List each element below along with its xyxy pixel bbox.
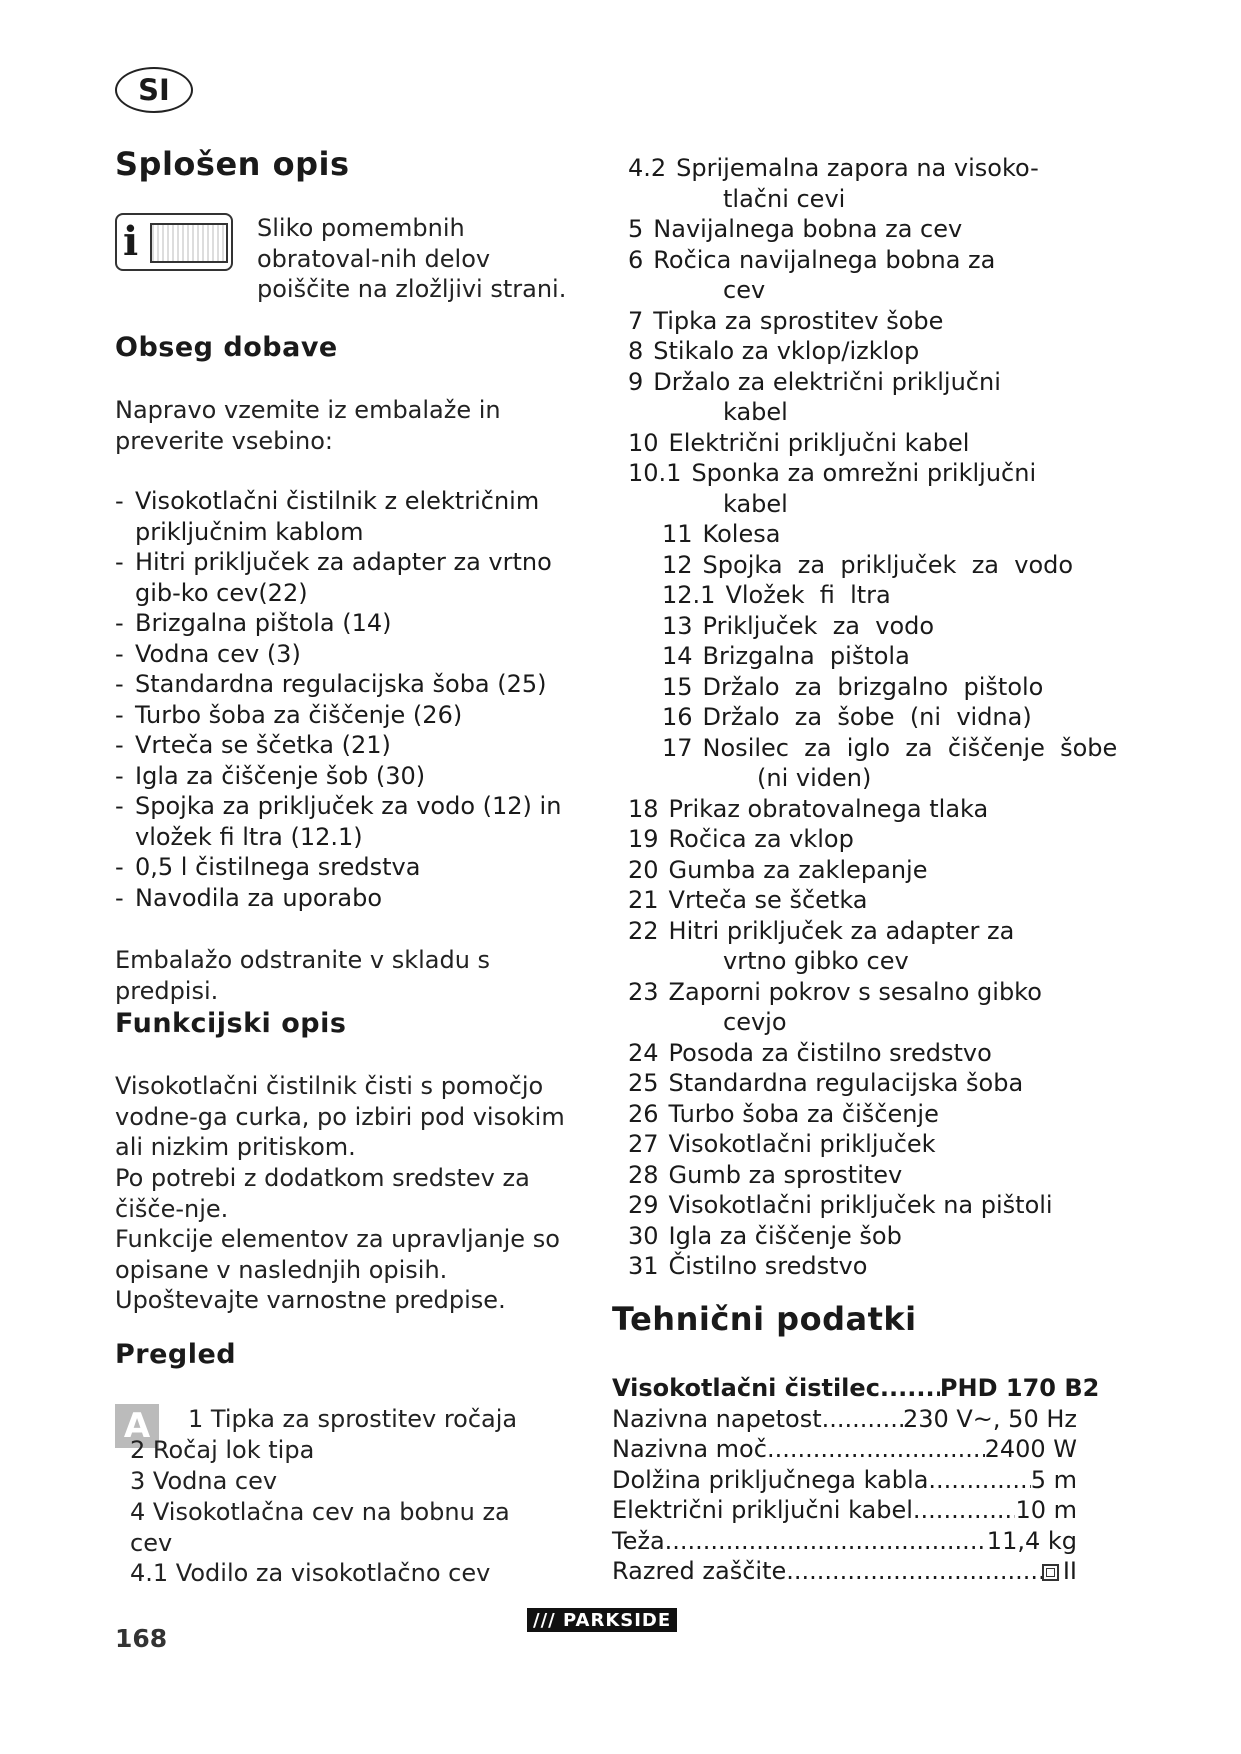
tech-value: 5 m	[1030, 1465, 1077, 1494]
part-item	[628, 1251, 1168, 1282]
part-number: 29	[628, 1191, 659, 1219]
info-text: Sliko pomembnih obratoval-nih delov poiščite na zložljivi strani.	[257, 214, 567, 303]
part-label: Nosilec za iglo za čiščenje šobe	[702, 733, 1118, 762]
part-number: 10	[628, 428, 659, 457]
list-item: - Spojka za priključek za vodo (12) in vložek fi ltra (12.1)	[115, 791, 585, 852]
scope-outro: Embalažo odstranite v skladu s predpisi.	[115, 946, 491, 1005]
part-label: Tipka za sprostitev šobe	[653, 306, 944, 335]
tech-label: Nazivna napetost	[612, 1404, 822, 1433]
function-paragraph-1: Visokotlačni čistilnik čisti s pomočjo vodne-ga curka, po izbiri pod visokim ali nizkim pritiskom.	[115, 1072, 565, 1161]
overview-item: 4.1 Vodilo za visokotlačno cev	[130, 1559, 491, 1587]
part-item	[628, 153, 1168, 214]
part-number: 31	[628, 1252, 659, 1280]
part-label: Standardna regulacijska šoba	[668, 1069, 1024, 1097]
part-item	[628, 1068, 1168, 1099]
part-number: 18	[628, 794, 659, 823]
part-label: Prikaz obratovalnega tlaka	[668, 794, 989, 823]
part-number: 30	[628, 1221, 659, 1250]
tech-row-protection	[612, 1556, 1077, 1587]
overview-item: 3 Vodna cev	[130, 1467, 278, 1495]
part-label: Držalo za šobe (ni vidna)	[702, 703, 1032, 731]
part-item	[628, 458, 1168, 519]
part-label: Vrteča se ščetka	[668, 886, 868, 914]
part-label: Navijalnega bobna za cev	[653, 215, 963, 243]
part-item	[628, 733, 1168, 794]
part-label-continuation: kabel	[723, 489, 788, 518]
part-number: 5	[628, 215, 644, 243]
tech-row	[612, 1465, 1077, 1496]
part-label: Hitri priključek za adapter za	[668, 916, 1015, 945]
tech-label: Teža	[612, 1526, 665, 1555]
part-number: 12	[662, 550, 693, 579]
part-number: 9	[628, 367, 644, 396]
part-number: 16	[662, 703, 693, 731]
part-item	[628, 336, 1168, 367]
part-label: Sponka za omrežni priključni	[691, 459, 1037, 487]
part-item	[628, 702, 1168, 733]
language-badge: SI	[115, 67, 193, 113]
list-item: - Navodila za uporabo	[115, 883, 585, 914]
tech-value: 11,4 kg	[986, 1526, 1077, 1555]
part-label: Igla za čiščenje šob	[668, 1221, 902, 1250]
tech-label: Visokotlačni čistilec	[612, 1374, 880, 1402]
part-label: Čistilno sredstvo	[668, 1252, 868, 1280]
part-item	[628, 1129, 1168, 1160]
part-number: 11	[662, 520, 693, 548]
part-label: Ročica navijalnega bobna za	[653, 245, 996, 274]
part-label: Držalo za električni priključni	[653, 367, 1001, 396]
tech-row	[612, 1526, 1077, 1557]
list-item: - Igla za čiščenje šob (30)	[115, 761, 585, 792]
part-label: Zaporni pokrov s sesalno gibko	[668, 977, 1042, 1006]
part-number: 10.1	[628, 459, 682, 487]
part-item	[628, 824, 1168, 855]
overview-item: 1 Tipka za sprostitev ročaja	[188, 1405, 518, 1433]
list-item: - Turbo šoba za čiščenje (26)	[115, 700, 585, 731]
part-item	[628, 672, 1168, 703]
part-number: 6	[628, 245, 644, 274]
part-label: Električni priključni kabel	[668, 428, 970, 457]
part-item	[628, 611, 1168, 642]
heading-overview: Pregled	[115, 1339, 237, 1370]
part-label: Brizgalna pištola	[702, 642, 910, 670]
tech-value: 230 V~, 50 Hz	[902, 1404, 1077, 1433]
part-label-continuation: cev	[723, 276, 766, 304]
heading-functional-description: Funkcijski opis	[115, 1008, 347, 1039]
part-number: 12.1	[662, 581, 716, 609]
part-number: 13	[662, 611, 693, 640]
part-label: Stikalo za vklop/izklop	[653, 337, 920, 365]
list-item: - Vodna cev (3)	[115, 639, 585, 670]
part-label-continuation: tlačni cevi	[723, 184, 846, 213]
part-number: 20	[628, 855, 659, 884]
tech-row	[612, 1434, 1077, 1465]
part-number: 19	[628, 825, 659, 853]
part-item	[628, 855, 1168, 886]
part-item	[628, 977, 1168, 1038]
tech-value: 2400 W	[984, 1435, 1077, 1463]
part-item	[628, 306, 1168, 337]
part-label-continuation: (ni viden)	[757, 764, 872, 792]
part-label: Visokotlačni priključek	[668, 1130, 936, 1158]
part-label-continuation: kabel	[723, 398, 788, 426]
parkside-logo: /// PARKSIDE	[527, 1608, 677, 1632]
tech-row	[612, 1404, 1077, 1435]
heading-general-description: Splošen opis	[115, 145, 350, 183]
part-label: Kolesa	[702, 520, 781, 548]
part-label: Spojka za priključek za vodo	[702, 550, 1074, 579]
scope-list	[115, 486, 585, 913]
part-item	[628, 794, 1168, 825]
part-number: 22	[628, 916, 659, 945]
part-item	[628, 885, 1168, 916]
part-label: Visokotlačni priključek na pištoli	[668, 1191, 1053, 1219]
part-item	[628, 1221, 1168, 1252]
info-book-icon: i	[115, 213, 233, 271]
tech-value: PHD 170 B2	[939, 1374, 1100, 1402]
list-item: - Brizgalna pištola (14)	[115, 608, 585, 639]
part-label: Turbo šoba za čiščenje	[668, 1099, 939, 1128]
tech-label: Razred zaščite	[612, 1557, 787, 1585]
part-number: 15	[662, 672, 693, 701]
part-number: 27	[628, 1130, 659, 1158]
part-item	[628, 1160, 1168, 1191]
part-label: Sprijemalna zapora na visoko-	[676, 154, 1039, 182]
part-item	[628, 428, 1168, 459]
tech-value: II	[1042, 1556, 1077, 1587]
tech-label: Nazivna moč	[612, 1435, 767, 1463]
part-label-continuation: cevjo	[723, 1008, 787, 1036]
part-item	[628, 1190, 1168, 1221]
part-number: 17	[662, 733, 693, 762]
part-number: 8	[628, 337, 644, 365]
overview-item: 2 Ročaj lok tipa	[130, 1436, 315, 1464]
tech-label: Dolžina priključnega kabla	[612, 1465, 929, 1494]
part-number: 28	[628, 1160, 659, 1189]
tech-row	[612, 1495, 1077, 1526]
figure-label: A	[115, 1404, 159, 1448]
part-item	[628, 367, 1168, 428]
list-item: - Vrteča se ščetka (21)	[115, 730, 585, 761]
part-number: 7	[628, 306, 644, 335]
part-label: Držalo za brizgalno pištolo	[702, 672, 1044, 701]
tech-data-table	[612, 1373, 1100, 1587]
part-item	[628, 214, 1168, 245]
parts-list	[628, 153, 1168, 1282]
part-label: Posoda za čistilno sredstvo	[668, 1038, 992, 1067]
part-item	[628, 641, 1168, 672]
part-item	[628, 519, 1168, 550]
part-label: Vložek fi ltra	[725, 581, 891, 609]
list-item: - Visokotlačni čistilnik z električnim priključnim kablom	[115, 486, 585, 547]
part-item	[628, 245, 1168, 306]
function-paragraph-2: Po potrebi z dodatkom sredstev za čišče-nje.	[115, 1164, 530, 1223]
part-number: 14	[662, 642, 693, 670]
scope-intro: Napravo vzemite iz embalaže in preverite vsebino:	[115, 396, 501, 455]
page-number: 168	[115, 1624, 168, 1653]
part-item	[628, 550, 1168, 581]
part-item	[628, 580, 1168, 611]
heading-scope-of-delivery: Obseg dobave	[115, 332, 338, 363]
list-item: - 0,5 l čistilnega sredstva	[115, 852, 585, 883]
tech-row-model	[612, 1373, 1100, 1404]
function-paragraph-3: Funkcije elementov za upravljanje so opisane v naslednjih opisih. Upoštevajte varnostne predpise.	[115, 1225, 560, 1314]
part-number: 24	[628, 1038, 659, 1067]
heading-technical-data: Tehnični podatki	[612, 1300, 917, 1338]
protection-class-ii-icon	[1042, 1564, 1059, 1581]
part-label: Ročica za vklop	[668, 825, 854, 853]
part-number: 25	[628, 1069, 659, 1097]
part-label: Gumb za sprostitev	[668, 1160, 903, 1189]
part-number: 23	[628, 977, 659, 1006]
part-number: 21	[628, 886, 659, 914]
part-number: 26	[628, 1099, 659, 1128]
part-item	[628, 916, 1168, 977]
part-item	[628, 1038, 1168, 1069]
part-label-continuation: vrtno gibko cev	[723, 947, 909, 975]
overview-item: 4 Visokotlačna cev na bobnu za cev	[130, 1498, 510, 1557]
part-label: Gumba za zaklepanje	[668, 855, 928, 884]
part-number: 4.2	[628, 154, 667, 182]
part-label: Priključek za vodo	[702, 611, 935, 640]
tech-value: 10 m	[1015, 1496, 1077, 1524]
list-item: - Standardna regulacijska šoba (25)	[115, 669, 585, 700]
list-item: - Hitri priključek za adapter za vrtno gib-ko cev(22)	[115, 547, 585, 608]
part-item	[628, 1099, 1168, 1130]
tech-label: Električni priključni kabel	[612, 1496, 913, 1524]
